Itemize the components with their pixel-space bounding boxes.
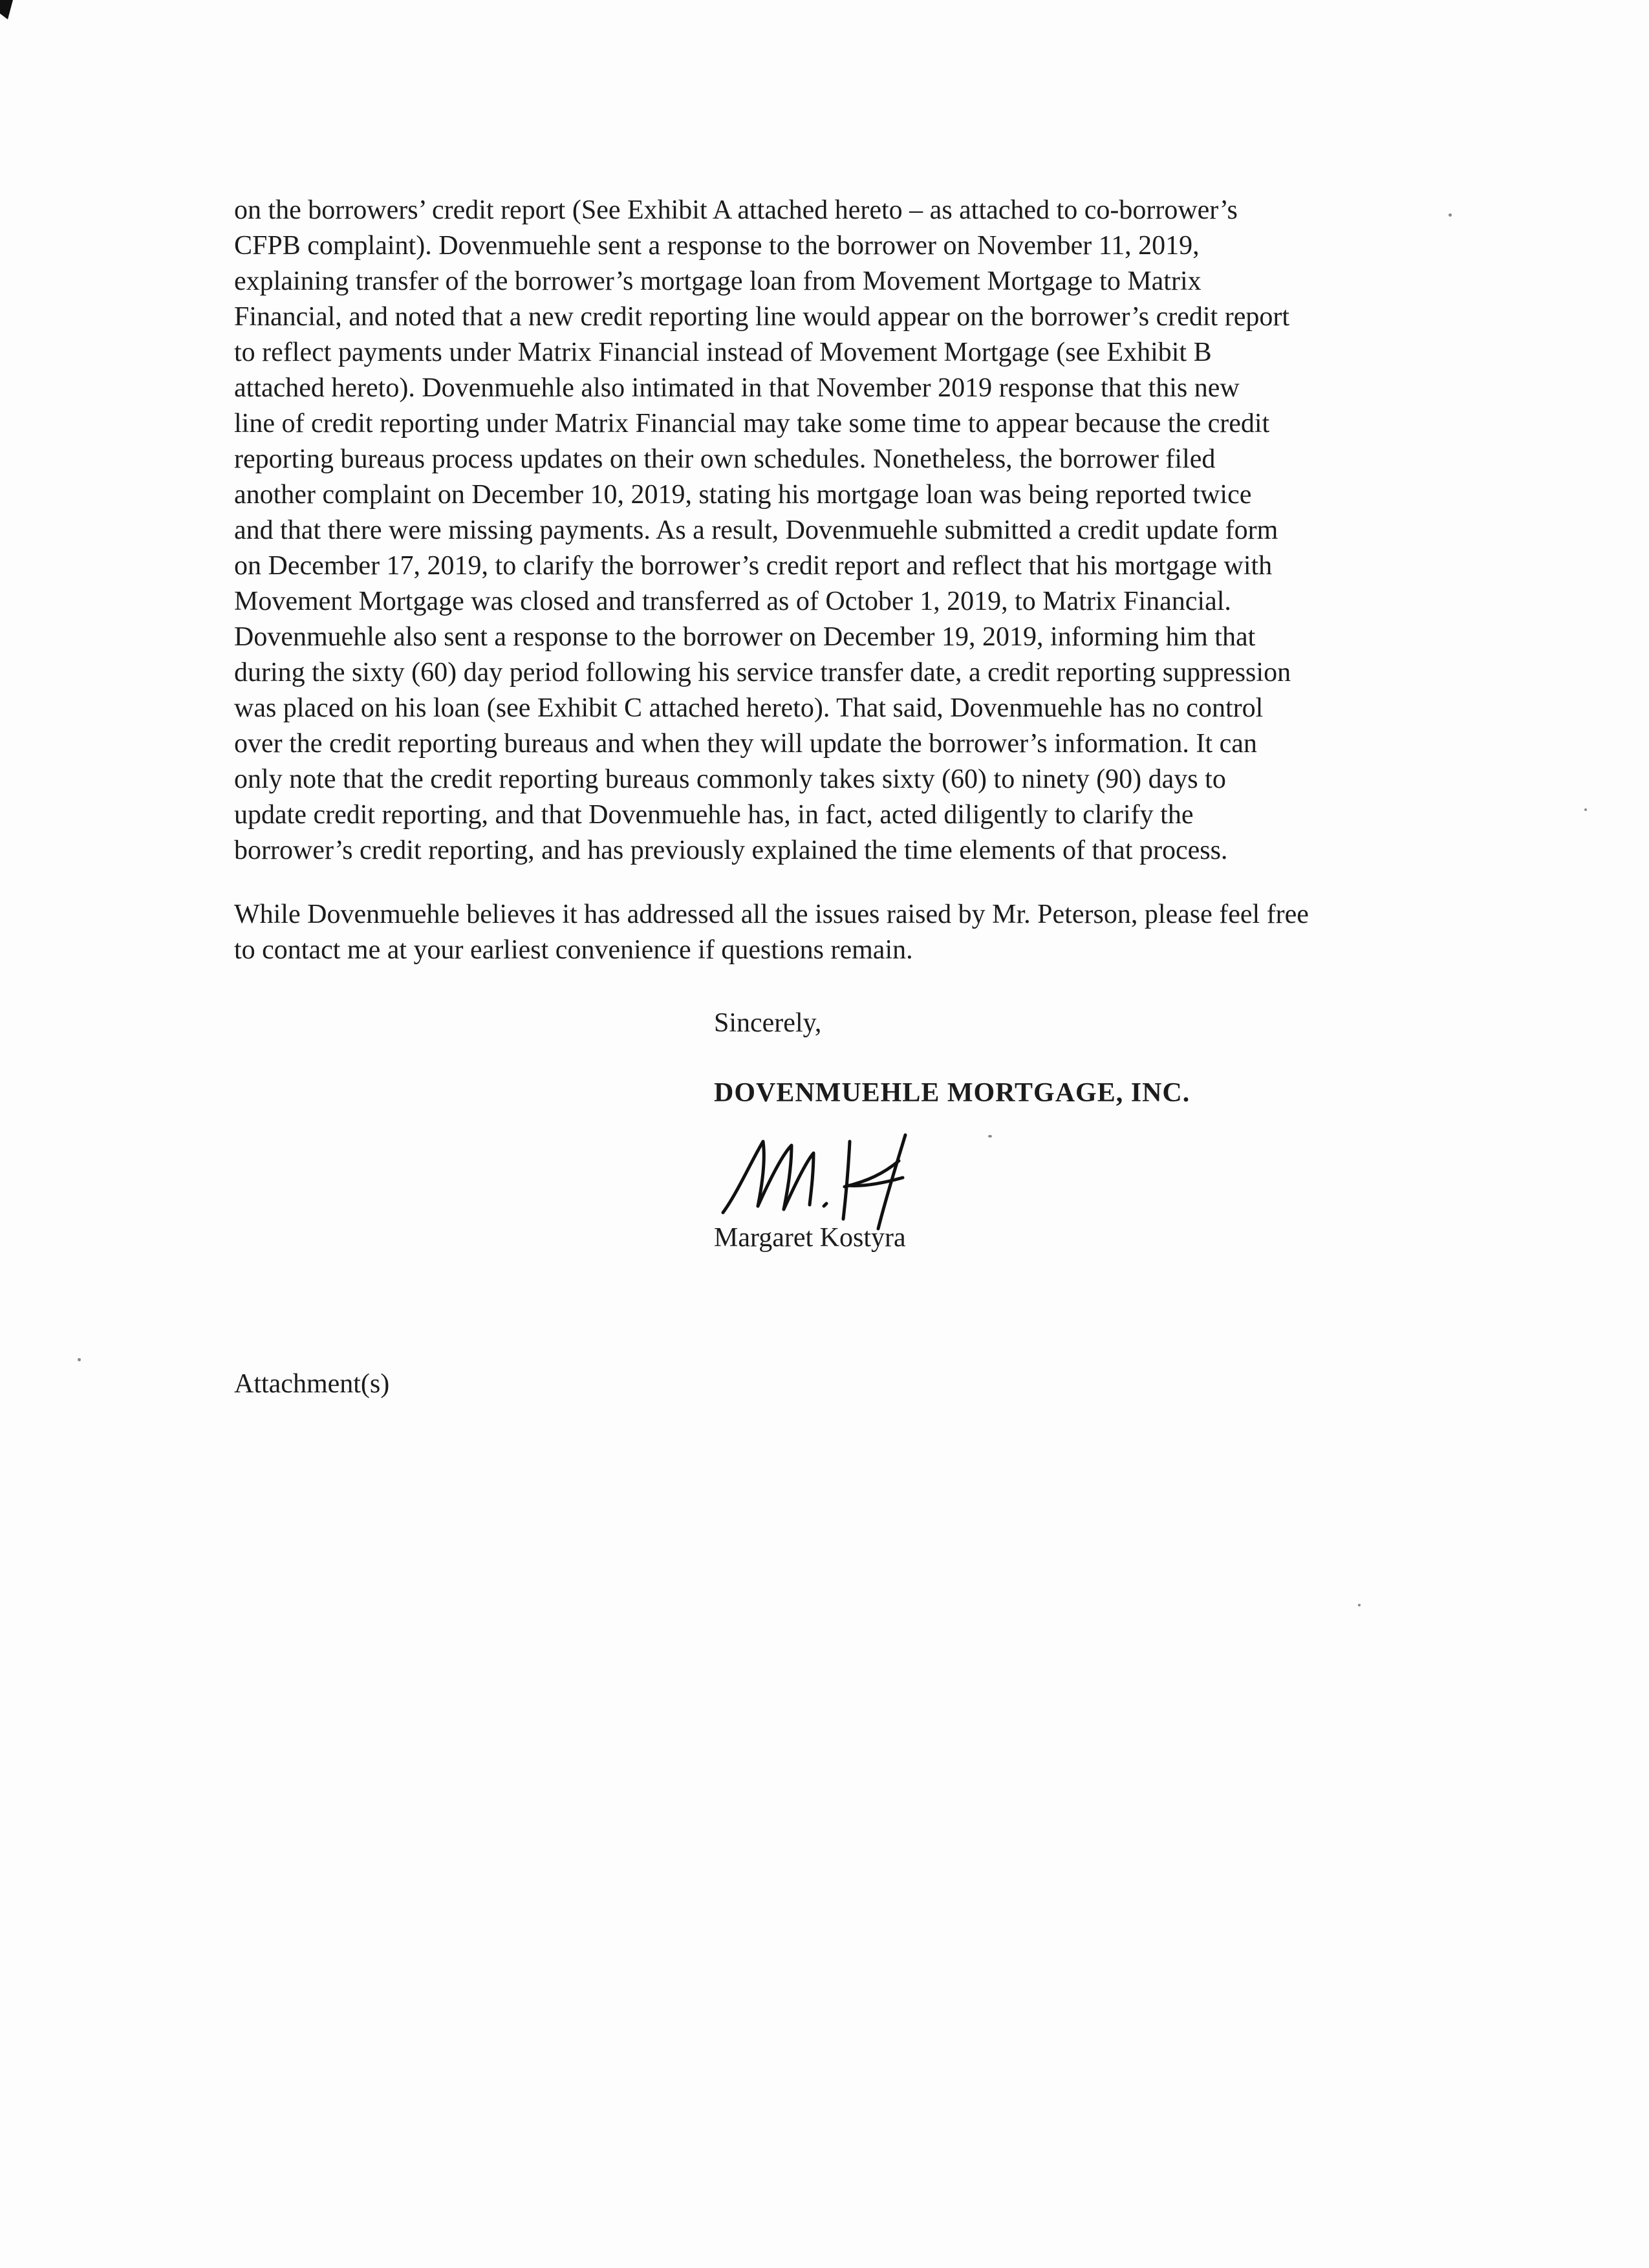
paragraph-line: only note that the credit reporting bureaus commonly takes sixty (60) to ninety (90) days to xyxy=(234,764,1226,794)
attachments-note: Attachment(s) xyxy=(234,1369,390,1399)
scan-speck xyxy=(1358,1604,1361,1606)
closing-salutation: Sincerely, xyxy=(714,1008,822,1038)
paragraph-line: over the credit reporting bureaus and when they will update the borrower’s information. It can xyxy=(234,729,1257,759)
paragraph-line: attached hereto). Dovenmuehle also intimated in that November 2019 response that this new xyxy=(234,373,1240,403)
paragraph-line: update credit reporting, and that Dovenmuehle has, in fact, acted diligently to clarify the xyxy=(234,800,1194,830)
body-paragraph-1 xyxy=(234,193,1482,869)
signer-name: Margaret Kostyra xyxy=(714,1223,906,1253)
paragraph-line: Dovenmuehle also sent a response to the borrower on December 19, 2019, informing him that xyxy=(234,622,1256,652)
paragraph-line: and that there were missing payments. As a result, Dovenmuehle submitted a credit update form xyxy=(234,515,1278,545)
paragraph-line: CFPB complaint). Dovenmuehle sent a response to the borrower on November 11, 2019, xyxy=(234,231,1200,261)
body-paragraph-2 xyxy=(234,897,1482,968)
paragraph-line: borrower’s credit reporting, and has previously explained the time elements of that process. xyxy=(234,836,1228,865)
scan-speck xyxy=(988,1135,992,1138)
paragraph-line: line of credit reporting under Matrix Financial may take some time to appear because the credit xyxy=(234,409,1270,438)
scan-speck xyxy=(1449,213,1452,217)
paragraph-line: during the sixty (60) day period following his service transfer date, a credit reporting suppression xyxy=(234,658,1291,687)
paragraph-line: on the borrowers’ credit report (See Exhibit A attached hereto – as attached to co-borrower’s xyxy=(234,195,1238,225)
scan-speck xyxy=(1584,808,1587,811)
paragraph-line: reporting bureaus process updates on their own schedules. Nonetheless, the borrower filed xyxy=(234,444,1216,474)
handwritten-signature xyxy=(711,1122,957,1232)
company-name: DOVENMUEHLE MORTGAGE, INC. xyxy=(714,1078,1191,1108)
scan-speck xyxy=(78,1358,81,1361)
paragraph-line: to contact me at your earliest convenience if questions remain. xyxy=(234,935,913,965)
paragraph-line: Movement Mortgage was closed and transferred as of October 1, 2019, to Matrix Financial. xyxy=(234,587,1231,616)
scan-corner-mark xyxy=(0,0,13,19)
paragraph-line: While Dovenmuehle believes it has addressed all the issues raised by Mr. Peterson, please feel free xyxy=(234,900,1309,929)
paragraph-line: another complaint on December 10, 2019, stating his mortgage loan was being reported twice xyxy=(234,480,1252,510)
paragraph-line: was placed on his loan (see Exhibit C attached hereto). That said, Dovenmuehle has no control xyxy=(234,693,1264,723)
paragraph-line: to reflect payments under Matrix Financial instead of Movement Mortgage (see Exhibit B xyxy=(234,338,1212,367)
paragraph-line: Financial, and noted that a new credit reporting line would appear on the borrower’s credit report xyxy=(234,302,1289,332)
paragraph-line: explaining transfer of the borrower’s mortgage loan from Movement Mortgage to Matrix xyxy=(234,266,1202,296)
paragraph-line: on December 17, 2019, to clarify the borrower’s credit report and reflect that his mortgage with xyxy=(234,551,1273,581)
